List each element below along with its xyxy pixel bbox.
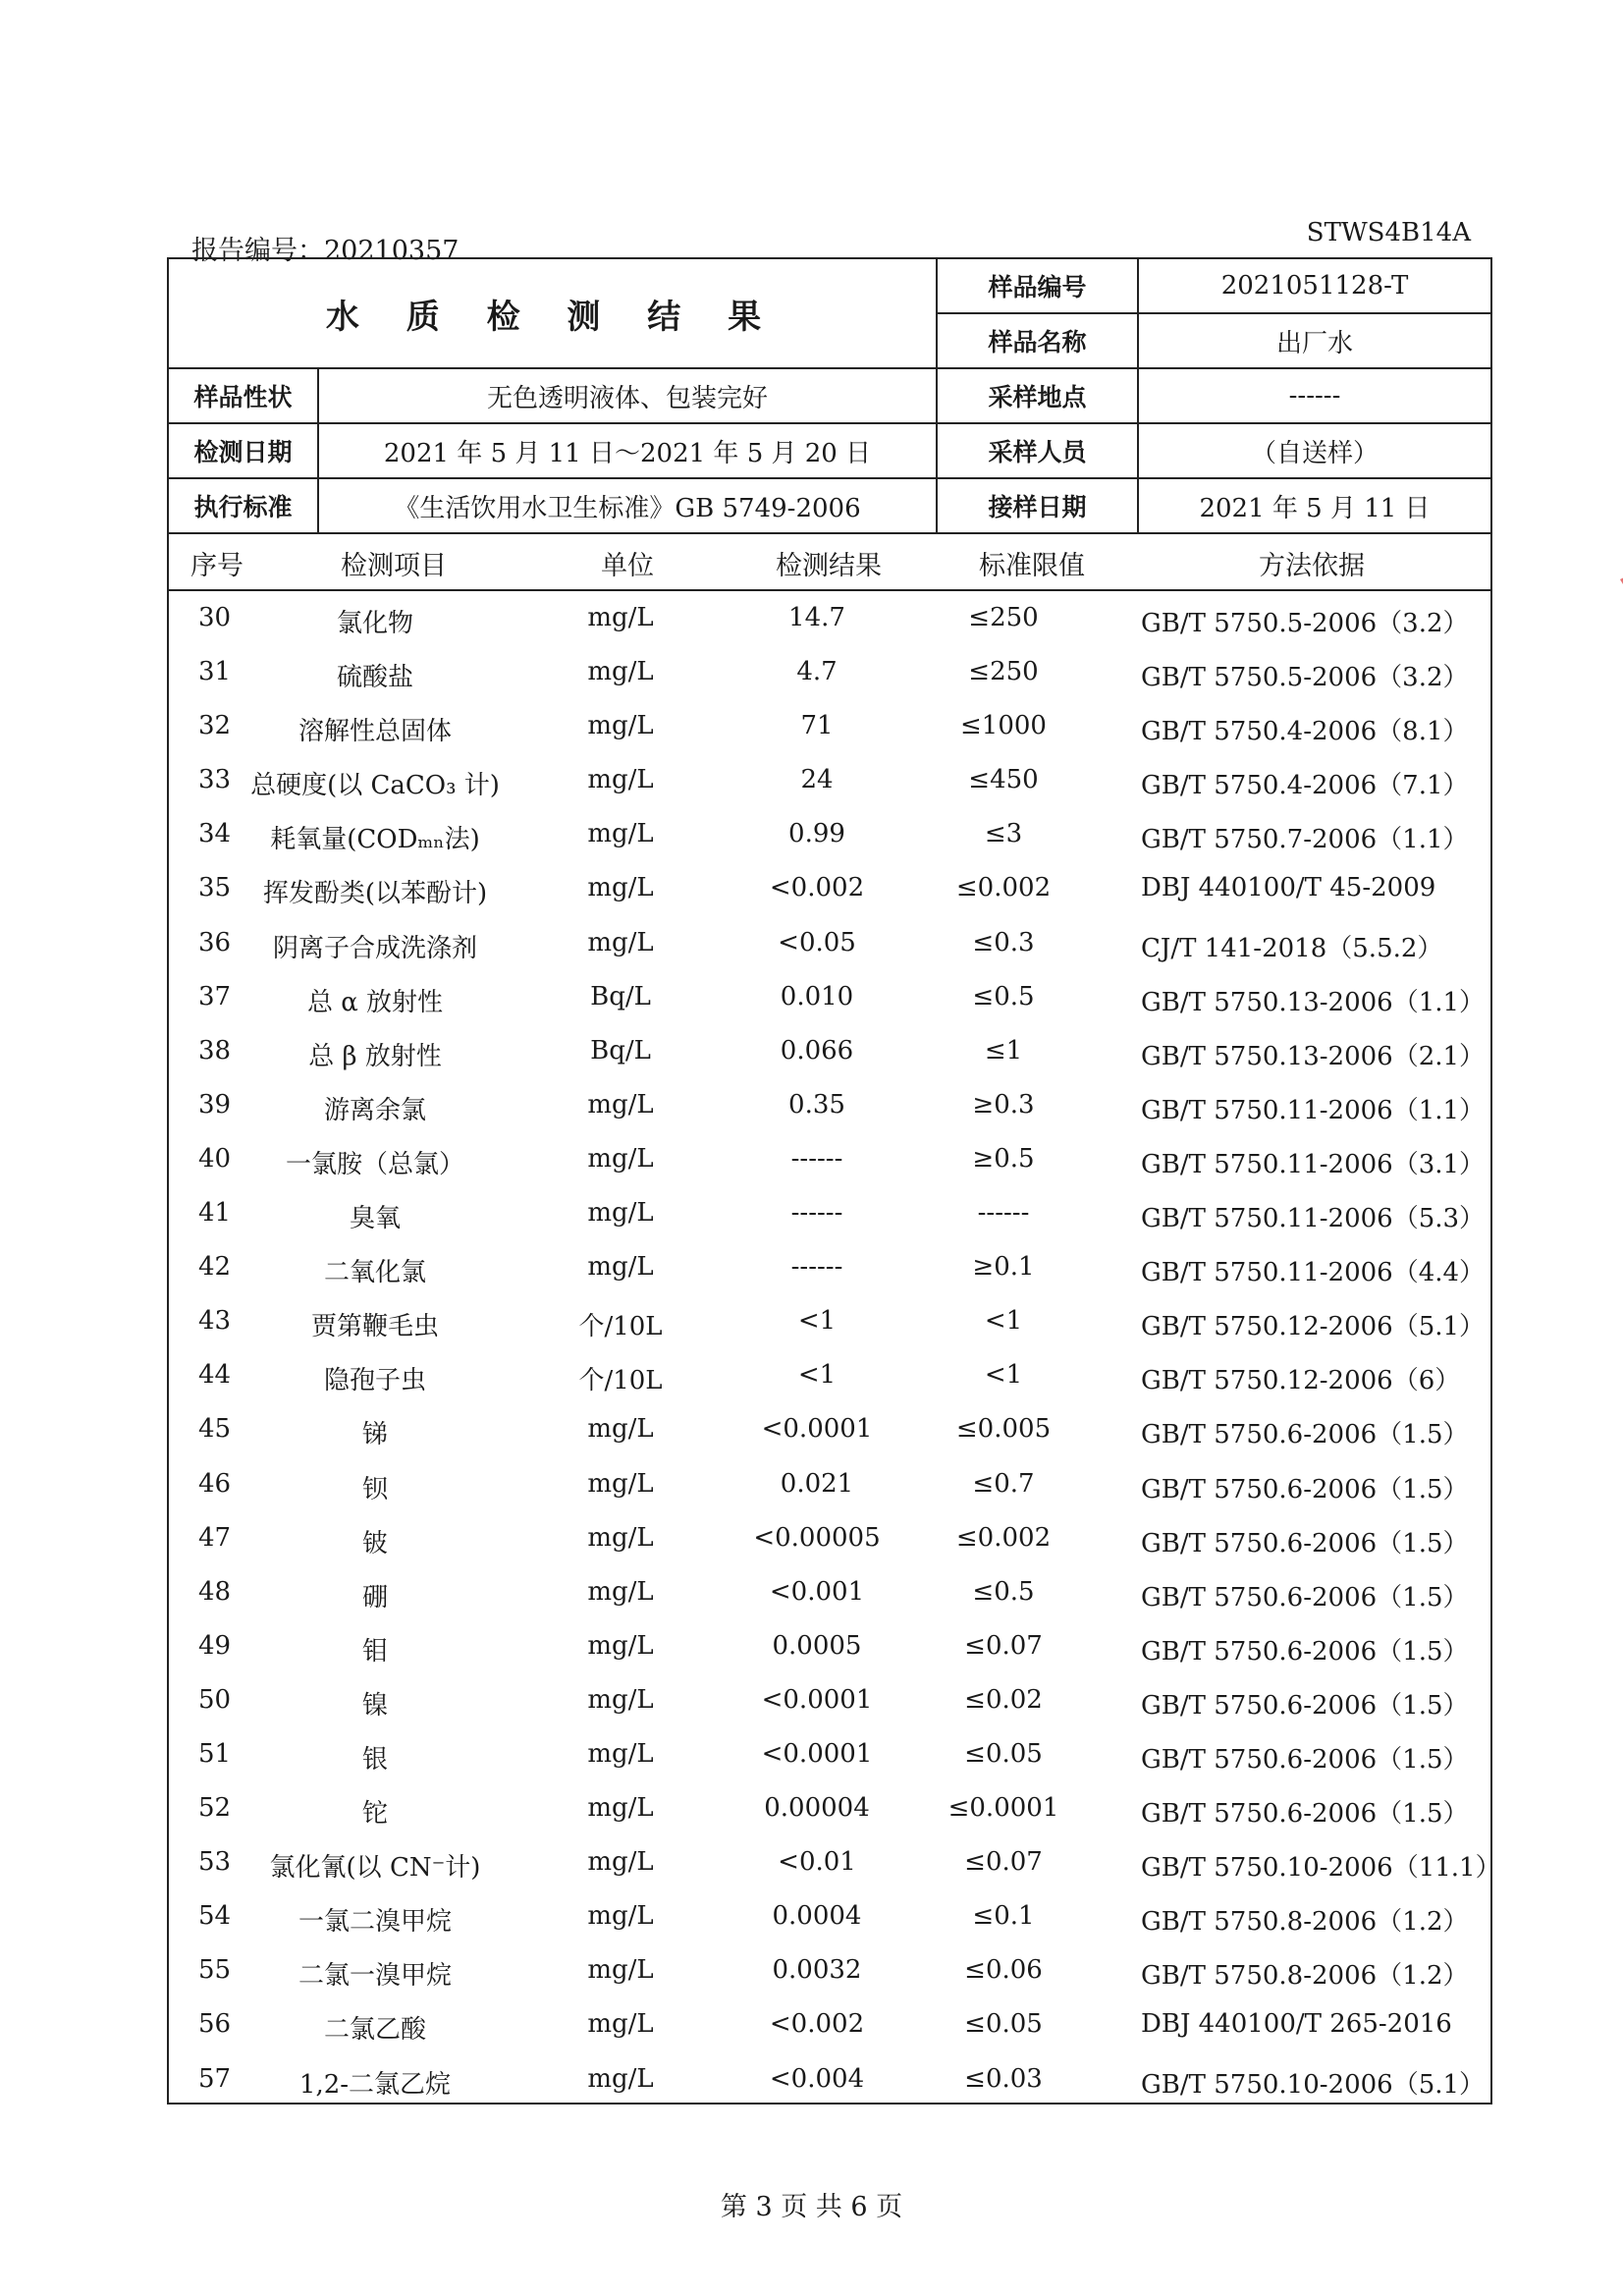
limit: ≤0.06: [964, 1955, 1043, 1986]
sample-name-label: 样品名称: [937, 313, 1138, 368]
row-number: 45: [198, 1414, 232, 1445]
test-item: 总硬度(以 CaCO₃ 计): [250, 771, 500, 801]
unit: mg/L: [587, 819, 654, 849]
table-row: [169, 859, 1490, 913]
row-number: 39: [198, 1089, 232, 1120]
test-item: 镍: [361, 1690, 388, 1721]
unit: mg/L: [587, 1955, 654, 1986]
sample-nature-value: 无色透明液体、包装完好: [318, 368, 937, 423]
row-number: 47: [198, 1522, 232, 1553]
unit: mg/L: [587, 1468, 654, 1499]
result: 14.7: [788, 603, 845, 632]
result: 0.0004: [772, 1901, 862, 1932]
row-number: 32: [198, 711, 232, 741]
col-header-no: 序号: [190, 551, 243, 581]
table-row: [169, 1292, 1490, 1346]
col-header-result: 检测结果: [776, 551, 882, 581]
sample-id-label: 样品编号: [937, 259, 1138, 313]
test-item: 银: [361, 1744, 388, 1775]
result: 0.066: [780, 1035, 854, 1066]
table-row: [169, 1995, 1490, 2050]
row-number: 52: [198, 1793, 232, 1824]
method: GB/T 5750.8-2006（1.2）: [1141, 1961, 1469, 1992]
result: <1: [797, 1360, 837, 1391]
test-item: 氯化物: [336, 609, 413, 638]
limit: ≤0.005: [955, 1414, 1052, 1445]
result: <0.0001: [761, 1738, 873, 1769]
row-number: 33: [198, 765, 232, 795]
result: 24: [800, 765, 834, 795]
result: <1: [797, 1306, 837, 1337]
row-number: 31: [198, 657, 232, 687]
sample-nature-label: 样品性状: [169, 368, 318, 423]
method: GB/T 5750.6-2006（1.5）: [1141, 1474, 1469, 1504]
test-date-value: 2021 年 5 月 11 日～2021 年 5 月 20 日: [318, 423, 937, 478]
test-item: 锑: [361, 1420, 388, 1450]
result: <0.0001: [761, 1684, 873, 1715]
row-number: 37: [198, 981, 232, 1011]
table-row: [169, 1941, 1490, 1995]
test-item: 钡: [361, 1474, 388, 1504]
test-item: 挥发酚类(以苯酚计): [262, 879, 488, 909]
limit: ≤0.03: [964, 2063, 1043, 2094]
sample-name-value: 出厂水: [1138, 313, 1490, 368]
test-item: 耗氧量(CODₘₙ法): [270, 825, 480, 855]
standard-value: 《生活饮用水卫生标准》GB 5749-2006: [318, 478, 937, 533]
result: <0.0001: [761, 1414, 873, 1445]
unit: mg/L: [587, 1198, 654, 1229]
row-number: 54: [198, 1901, 232, 1932]
table-row: [169, 1671, 1490, 1725]
method: GB/T 5750.7-2006（1.1）: [1141, 825, 1469, 855]
col-header-unit: 单位: [601, 551, 654, 581]
table-row: [169, 1238, 1490, 1292]
test-item: 溶解性总固体: [298, 717, 452, 747]
row-number: 49: [198, 1630, 232, 1661]
sample-id-value: 2021051128-T: [1138, 259, 1490, 313]
limit: ≤0.05: [964, 2009, 1043, 2040]
method: GB/T 5750.6-2006（1.5）: [1141, 1799, 1469, 1830]
method: GB/T 5750.6-2006（1.5）: [1141, 1528, 1469, 1558]
result: 0.35: [788, 1089, 845, 1120]
row-number: 36: [198, 927, 232, 957]
test-item: 二氧化氯: [323, 1258, 426, 1288]
result: 4.7: [796, 657, 838, 687]
sampling-site-value: ------: [1138, 368, 1490, 423]
unit: mg/L: [587, 765, 654, 795]
limit: ≤1: [984, 1035, 1023, 1066]
limit: ≤450: [968, 765, 1039, 795]
sampler-label: 采样人员: [937, 423, 1138, 478]
limit: ≤250: [968, 657, 1039, 687]
row-number: 42: [198, 1252, 232, 1283]
test-item: 二氯乙酸: [323, 2015, 426, 2046]
limit: ≤0.7: [972, 1468, 1035, 1499]
results-table-body: [169, 589, 1501, 2105]
unit: 个/10L: [578, 1312, 663, 1342]
limit: ≥0.3: [972, 1089, 1035, 1120]
limit: ≤0.002: [955, 873, 1052, 903]
method: GB/T 5750.8-2006（1.2）: [1141, 1907, 1469, 1938]
method: GB/T 5750.5-2006（3.2）: [1141, 609, 1469, 638]
method: GB/T 5750.10-2006（5.1）: [1141, 2069, 1486, 2100]
unit: mg/L: [587, 2063, 654, 2094]
test-item: 铍: [361, 1528, 388, 1558]
unit: mg/L: [587, 1414, 654, 1445]
limit: ≤1000: [960, 711, 1047, 741]
table-row: [169, 1617, 1490, 1671]
table-row: [169, 1779, 1490, 1833]
unit: mg/L: [587, 1143, 654, 1174]
test-item: 氯化氰(以 CN⁻计): [269, 1853, 481, 1884]
unit: Bq/L: [590, 981, 651, 1011]
receive-date-value: 2021 年 5 月 11 日: [1138, 478, 1490, 533]
table-row: [169, 1563, 1490, 1617]
limit: ≤0.002: [955, 1522, 1052, 1553]
result: 0.010: [780, 981, 854, 1011]
test-item: 阴离子合成洗涤剂: [272, 933, 477, 963]
unit: mg/L: [587, 1576, 654, 1607]
header-table: [169, 259, 1490, 534]
method: GB/T 5750.4-2006（7.1）: [1141, 771, 1469, 801]
unit: mg/L: [587, 1630, 654, 1661]
result: <0.004: [769, 2063, 865, 2094]
receive-date-label: 接样日期: [937, 478, 1138, 533]
table-row: [169, 914, 1490, 968]
unit: mg/L: [587, 711, 654, 741]
test-item: 二氯一溴甲烷: [298, 1961, 452, 1992]
method: GB/T 5750.6-2006（1.5）: [1141, 1690, 1469, 1721]
sampling-site-label: 采样地点: [937, 368, 1138, 423]
row-number: 38: [198, 1035, 232, 1066]
table-row: [169, 751, 1490, 805]
result: 0.0032: [772, 1955, 862, 1986]
table-row: [169, 1887, 1490, 1941]
limit: <1: [984, 1306, 1023, 1337]
result: 0.00004: [764, 1793, 870, 1824]
row-number: 50: [198, 1684, 232, 1715]
table-row: [169, 805, 1490, 859]
method: GB/T 5750.13-2006（1.1）: [1141, 987, 1486, 1017]
page-footer: 第 3 页 共 6 页: [720, 2192, 903, 2222]
limit: ≥0.5: [972, 1143, 1035, 1174]
result: <0.002: [769, 2009, 865, 2040]
table-row: [169, 1022, 1490, 1076]
method: GB/T 5750.6-2006（1.5）: [1141, 1744, 1469, 1775]
unit: mg/L: [587, 1793, 654, 1824]
row-number: 43: [198, 1306, 232, 1337]
test-item: 隐孢子虫: [323, 1366, 426, 1396]
result: <0.00005: [753, 1522, 881, 1553]
result: 0.0005: [772, 1630, 862, 1661]
table-row: [169, 697, 1490, 751]
method: GB/T 5750.10-2006（11.1）: [1141, 1853, 1501, 1884]
document-code: STWS4B14A: [1306, 218, 1471, 247]
table-row: [169, 1725, 1490, 1779]
table-row: [169, 1076, 1490, 1130]
method: GB/T 5750.6-2006（1.5）: [1141, 1636, 1469, 1667]
unit: mg/L: [587, 2009, 654, 2040]
method: GB/T 5750.11-2006（4.4）: [1141, 1258, 1486, 1288]
test-item: 硼: [361, 1582, 388, 1613]
method: DBJ 440100/T 45-2009: [1141, 873, 1436, 903]
limit: ≤0.07: [964, 1630, 1043, 1661]
report-number: 报告编号：20210357: [191, 236, 460, 266]
row-number: 40: [198, 1143, 232, 1174]
column-header-row: [169, 530, 1490, 591]
test-date-label: 检测日期: [169, 423, 318, 478]
unit: mg/L: [587, 1901, 654, 1932]
test-item: 贾第鞭毛虫: [310, 1312, 439, 1342]
limit: ≤3: [984, 819, 1023, 849]
standard-label: 执行标准: [169, 478, 318, 533]
result: <0.002: [769, 873, 865, 903]
row-number: 41: [198, 1198, 232, 1229]
unit: Bq/L: [590, 1035, 651, 1066]
result: <0.05: [778, 927, 856, 957]
result: ------: [790, 1198, 843, 1229]
test-item: 一氯二溴甲烷: [298, 1907, 452, 1938]
table-row: [169, 1130, 1490, 1184]
table-row: [169, 2050, 1490, 2105]
col-header-method: 方法依据: [1259, 551, 1365, 581]
test-item: 1,2-二氯乙烷: [298, 2069, 452, 2100]
row-number: 51: [198, 1738, 232, 1769]
method: DBJ 440100/T 265-2016: [1141, 2009, 1452, 2040]
test-item: 一氯胺（总氯）: [285, 1149, 464, 1179]
col-header-item: 检测项目: [341, 551, 447, 581]
row-number: 44: [198, 1360, 232, 1391]
unit: mg/L: [587, 927, 654, 957]
unit: mg/L: [587, 1684, 654, 1715]
table-row: [169, 1400, 1490, 1454]
unit: mg/L: [587, 1252, 654, 1283]
row-number: 56: [198, 2009, 232, 2040]
result: <0.01: [778, 1847, 856, 1878]
test-item: 总 β 放射性: [308, 1041, 442, 1071]
limit: ≤0.3: [972, 927, 1035, 957]
col-header-limit: 标准限值: [979, 551, 1085, 581]
test-item: 游离余氯: [323, 1095, 426, 1125]
method: GB/T 5750.13-2006（2.1）: [1141, 1041, 1486, 1071]
test-item: 钼: [361, 1636, 388, 1667]
method: GB/T 5750.11-2006（3.1）: [1141, 1149, 1486, 1179]
method: GB/T 5750.6-2006（1.5）: [1141, 1420, 1469, 1450]
method: GB/T 5750.11-2006（5.3）: [1141, 1204, 1486, 1234]
unit: mg/L: [587, 657, 654, 687]
limit: ≤0.1: [972, 1901, 1035, 1932]
method: GB/T 5750.12-2006（6）: [1141, 1366, 1461, 1396]
row-number: 46: [198, 1468, 232, 1499]
unit: mg/L: [587, 1089, 654, 1120]
row-number: 34: [198, 819, 232, 849]
limit: ≤0.5: [972, 981, 1035, 1011]
table-row: [169, 1455, 1490, 1509]
report-title: 水 质 检 测 结 果: [169, 259, 937, 368]
unit: mg/L: [587, 603, 654, 632]
table-row: [169, 589, 1490, 643]
unit: mg/L: [587, 1738, 654, 1769]
unit: mg/L: [587, 873, 654, 903]
row-number: 57: [198, 2063, 232, 2094]
limit: ≤0.0001: [947, 1793, 1059, 1824]
result: 0.99: [788, 819, 845, 849]
row-number: 55: [198, 1955, 232, 1986]
limit: ≥0.1: [972, 1252, 1035, 1283]
sampler-value: （自送样）: [1138, 423, 1490, 478]
result: <0.001: [769, 1576, 865, 1607]
limit: ≤0.05: [964, 1738, 1043, 1769]
unit: mg/L: [587, 1847, 654, 1878]
table-row: [169, 968, 1490, 1022]
table-row: [169, 643, 1490, 697]
test-item: 硫酸盐: [336, 663, 413, 693]
test-item: 臭氧: [349, 1204, 401, 1234]
result: 71: [800, 711, 834, 741]
limit: ≤0.02: [964, 1684, 1043, 1715]
limit: ≤0.07: [964, 1847, 1043, 1878]
limit: ------: [977, 1198, 1030, 1229]
method: GB/T 5750.4-2006（8.1）: [1141, 717, 1469, 747]
result: ------: [790, 1252, 843, 1283]
table-row: [169, 1346, 1490, 1400]
method: GB/T 5750.11-2006（1.1）: [1141, 1095, 1486, 1125]
unit: mg/L: [587, 1522, 654, 1553]
table-row: [169, 1833, 1501, 1887]
table-row: [169, 1184, 1490, 1238]
unit: 个/10L: [578, 1366, 663, 1396]
method: GB/T 5750.12-2006（5.1）: [1141, 1312, 1486, 1342]
row-number: 48: [198, 1576, 232, 1607]
limit: <1: [984, 1360, 1023, 1391]
method: GB/T 5750.5-2006（3.2）: [1141, 663, 1469, 693]
method: CJ/T 141-2018（5.5.2）: [1141, 933, 1443, 963]
limit: ≤0.5: [972, 1576, 1035, 1607]
red-seal-stamp-fragment: [1600, 432, 1623, 766]
row-number: 30: [198, 603, 232, 632]
limit: ≤250: [968, 603, 1039, 632]
row-number: 53: [198, 1847, 232, 1878]
test-item: 铊: [361, 1799, 388, 1830]
row-number: 35: [198, 873, 232, 903]
method: GB/T 5750.6-2006（1.5）: [1141, 1582, 1469, 1613]
result: ------: [790, 1143, 843, 1174]
result: 0.021: [780, 1468, 854, 1499]
test-item: 总 α 放射性: [306, 987, 444, 1017]
table-row: [169, 1509, 1490, 1563]
